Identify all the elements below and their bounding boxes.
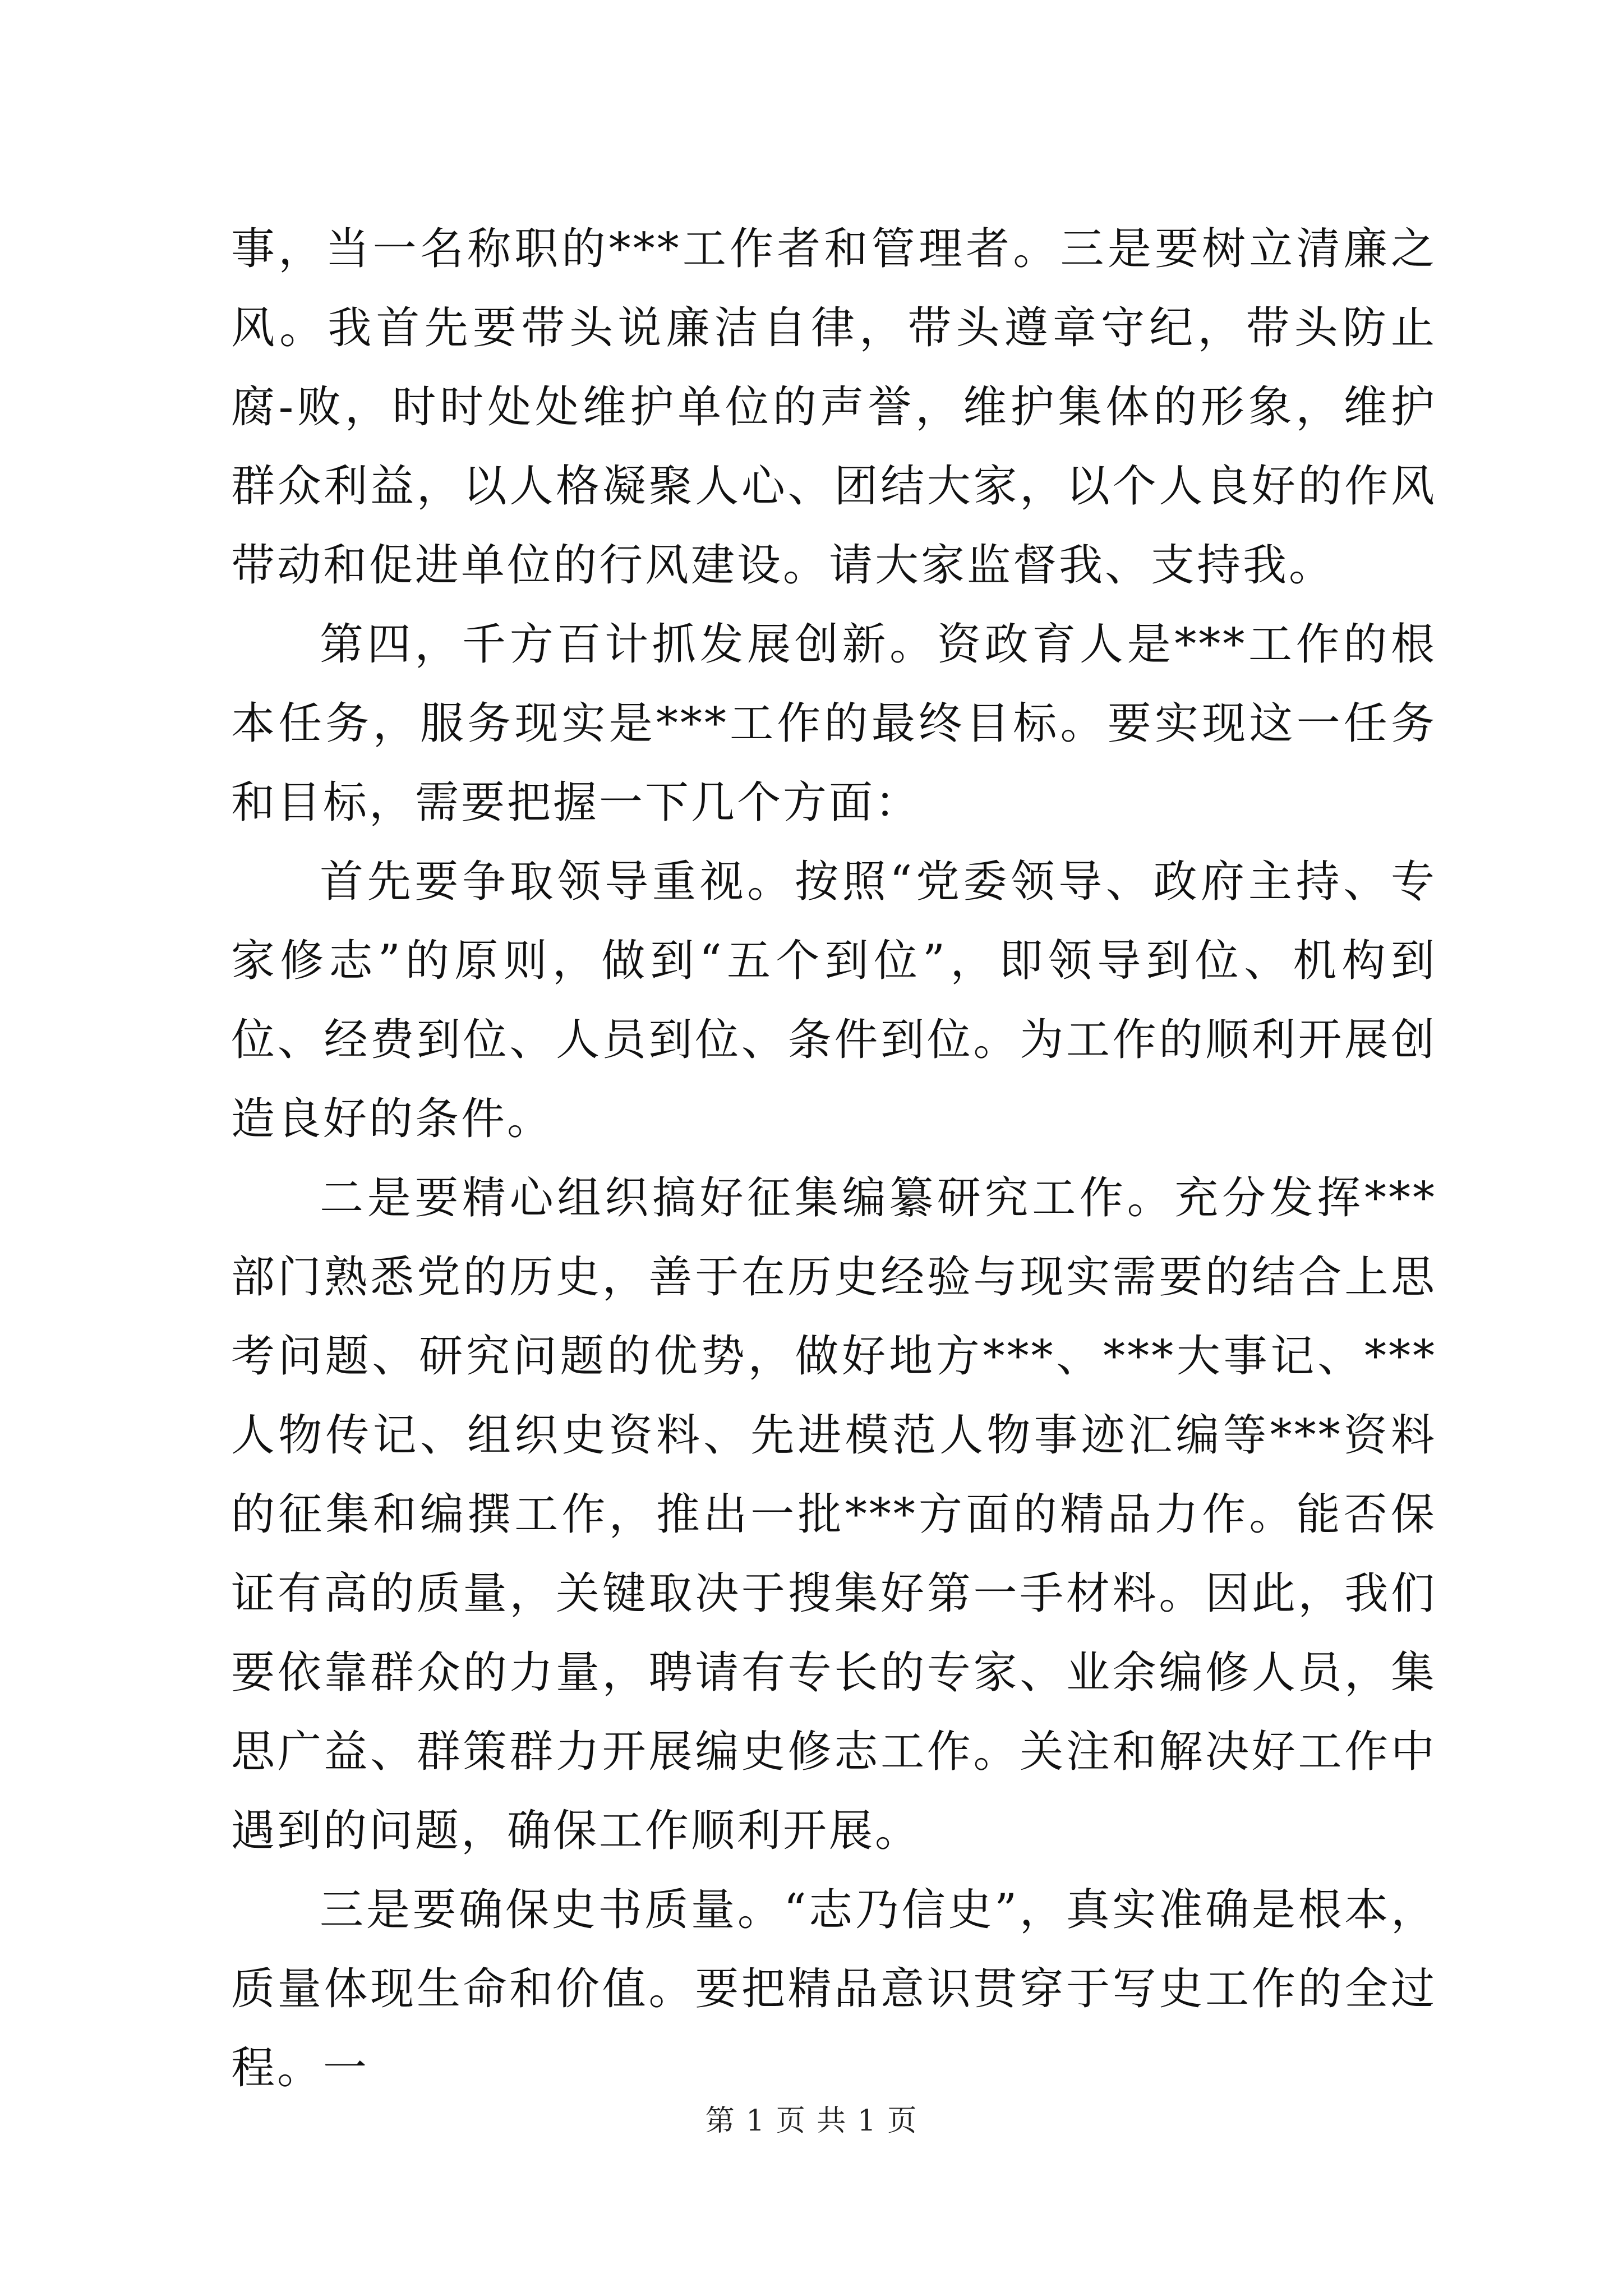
paragraph-leadership: 首先要争取领导重视。按照“党委领导、政府主持、专家修志”的原则，做到“五个到位”，即领导到位、机构到位、经费到位、人员到位、条件到位。为工作的顺利开展创造良好的条件。 (231, 857, 1437, 1144)
paragraph-compilation: 二是要精心组织搞好征集编纂研究工作。充分发挥***部门熟悉党的历史，善于在历史经验与现实需要的结合上思考问题、研究问题的优势，做好地方***、***大事记、***人物传记、组织史资料、先进模范人物事迹汇编等***资料的征集和编撰工作，推出一批***方面的精品力作。能否保证有高的质量，关键取决于搜集好第一手材料。因此，我们要依靠群众的力量，聘请有专长的专家、业余编修人员，集思广益、群策群力开展编史修志工作。关注和解决好工作中遇到的问题，确保工作顺利开展。 (231, 1173, 1437, 1856)
paragraph-quality: 三是要确保史书质量。“志乃信史”，真实准确是根本，质量体现生命和价值。要把精品意识贯穿于写史工作的全过程。一 (231, 1885, 1437, 2093)
page-number-footer: 第 1 页 共 1 页 (705, 2104, 918, 2138)
document-body (231, 210, 1437, 2108)
paragraph-continuation: 事，当一名称职的***工作者和管理者。三是要树立清廉之风。我首先要带头说廉洁自律，带头遵章守纪，带头防止腐-败，时时处处维护单位的声誉，维护集体的形象，维护群众利益，以人格凝聚人心、团结大家，以个人良好的作风带动和促进单位的行风建设。请大家监督我、支持我。 (231, 224, 1437, 591)
paragraph-fourth-point: 第四，千方百计抓发展创新。资政育人是***工作的根本任务，服务现实是***工作的最终目标。要实现这一任务和目标，需要把握一下几个方面： (231, 619, 1437, 828)
